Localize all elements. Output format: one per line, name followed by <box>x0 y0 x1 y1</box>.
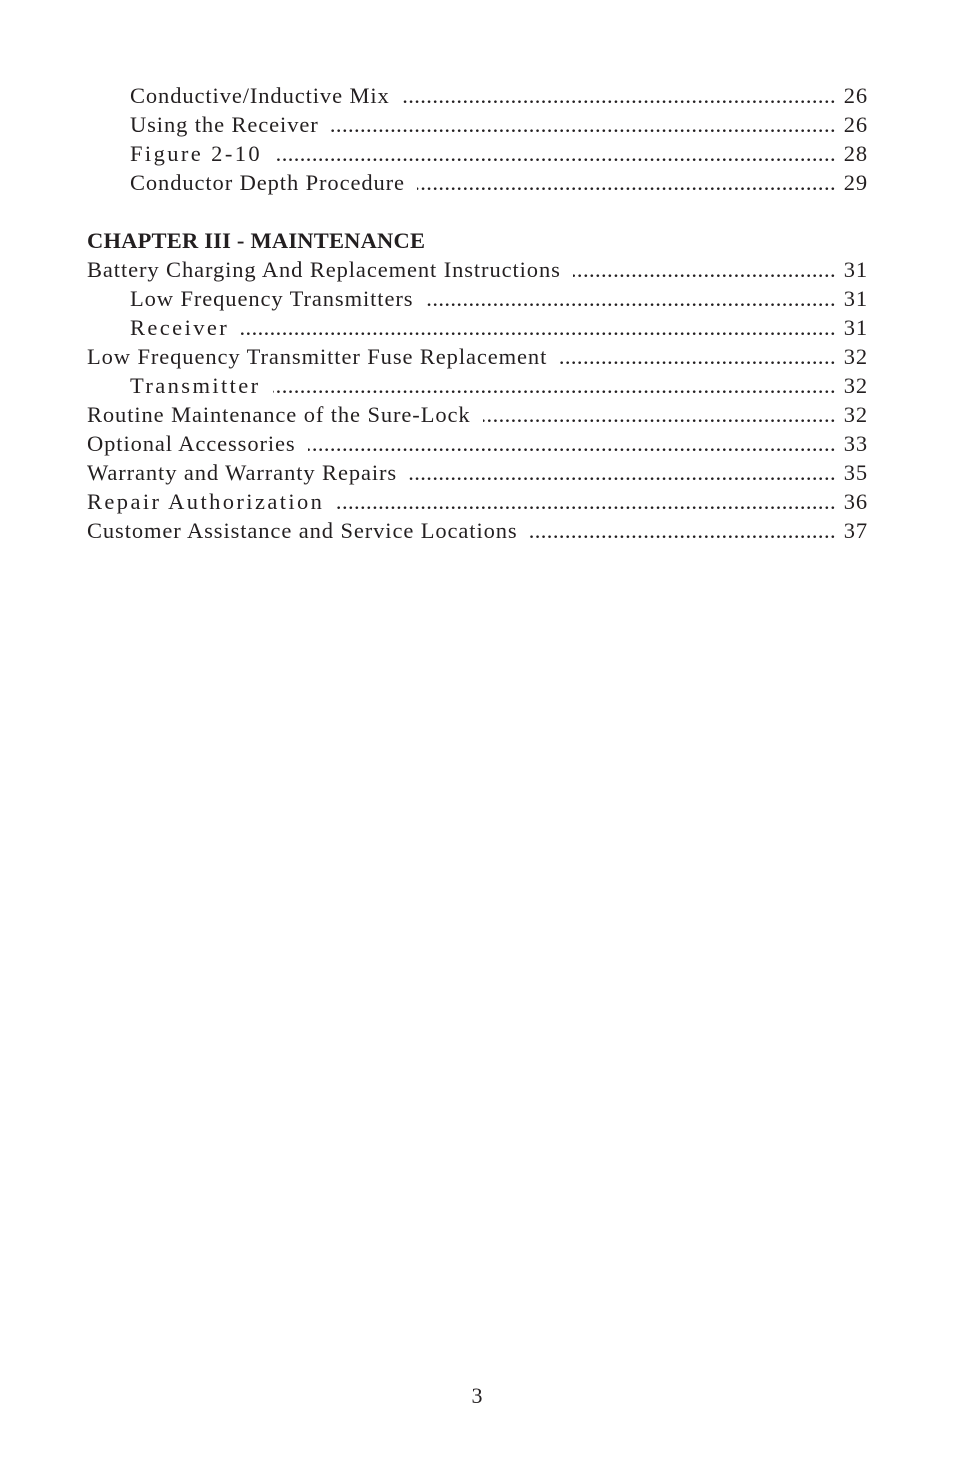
toc-entry-page: 31 <box>843 257 868 282</box>
toc-entry-title: Using the Receiver <box>130 112 319 137</box>
toc-entry-fuse-replacement <box>87 342 868 371</box>
dot-leader <box>573 255 836 284</box>
toc-entry-page: 35 <box>843 460 868 485</box>
toc-entry-title: Low Frequency Transmitters <box>130 286 414 311</box>
table-of-contents <box>87 81 868 545</box>
toc-entry-conductive-inductive-mix <box>87 81 868 110</box>
toc-entry-repair-authorization <box>87 487 868 516</box>
toc-entry-title: Transmitter <box>130 373 261 398</box>
toc-entry-conductor-depth-procedure <box>87 168 868 197</box>
dot-leader <box>425 284 836 313</box>
toc-entry-page: 29 <box>843 170 868 195</box>
toc-entry-routine-maintenance <box>87 400 868 429</box>
chapter-heading: CHAPTER III - MAINTENANCE <box>87 228 426 253</box>
dot-leader <box>402 81 836 110</box>
toc-entry-title: Receiver <box>130 315 230 340</box>
dot-leader <box>274 139 836 168</box>
toc-entry-title: Conductive/Inductive Mix <box>130 83 390 108</box>
toc-entry-title: Routine Maintenance of the Sure-Lock <box>87 402 471 427</box>
toc-entry-receiver <box>87 313 868 342</box>
dot-leader <box>273 371 836 400</box>
toc-entry-figure-2-10 <box>87 139 868 168</box>
toc-entry-page: 33 <box>843 431 868 456</box>
toc-entry-battery-charging <box>87 255 868 284</box>
toc-entry-title: Low Frequency Transmitter Fuse Replacement <box>87 344 548 369</box>
dot-leader <box>331 110 836 139</box>
dot-leader <box>409 458 836 487</box>
toc-entry-title: Conductor Depth Procedure <box>130 170 405 195</box>
page-number: 3 <box>471 1383 483 1408</box>
dot-leader <box>483 400 836 429</box>
toc-entry-warranty <box>87 458 868 487</box>
dot-leader <box>241 313 836 342</box>
toc-entry-title: Battery Charging And Replacement Instructions <box>87 257 561 282</box>
toc-entry-title: Figure 2-10 <box>130 141 263 166</box>
dot-leader <box>336 487 836 516</box>
toc-entry-title: Customer Assistance and Service Locations <box>87 518 518 543</box>
toc-entry-page: 28 <box>843 141 868 166</box>
dot-leader <box>417 168 836 197</box>
toc-entry-title: Repair Authorization <box>87 489 325 514</box>
toc-entry-low-frequency-transmitters <box>87 284 868 313</box>
toc-entry-page: 37 <box>843 518 868 543</box>
toc-entry-page: 31 <box>843 315 868 340</box>
toc-entry-page: 32 <box>843 373 868 398</box>
dot-leader <box>308 429 836 458</box>
toc-entry-title: Warranty and Warranty Repairs <box>87 460 398 485</box>
toc-entry-optional-accessories <box>87 429 868 458</box>
dot-leader <box>530 516 836 545</box>
toc-entry-page: 26 <box>843 112 868 137</box>
toc-entry-page: 31 <box>843 286 868 311</box>
toc-entry-using-the-receiver <box>87 110 868 139</box>
toc-entry-page: 32 <box>843 402 868 427</box>
toc-entry-customer-assistance <box>87 516 868 545</box>
toc-entry-title: Optional Accessories <box>87 431 296 456</box>
dot-leader <box>559 342 836 371</box>
toc-entry-page: 36 <box>843 489 868 514</box>
toc-entry-transmitter <box>87 371 868 400</box>
toc-entry-page: 26 <box>843 83 868 108</box>
toc-entry-page: 32 <box>843 344 868 369</box>
